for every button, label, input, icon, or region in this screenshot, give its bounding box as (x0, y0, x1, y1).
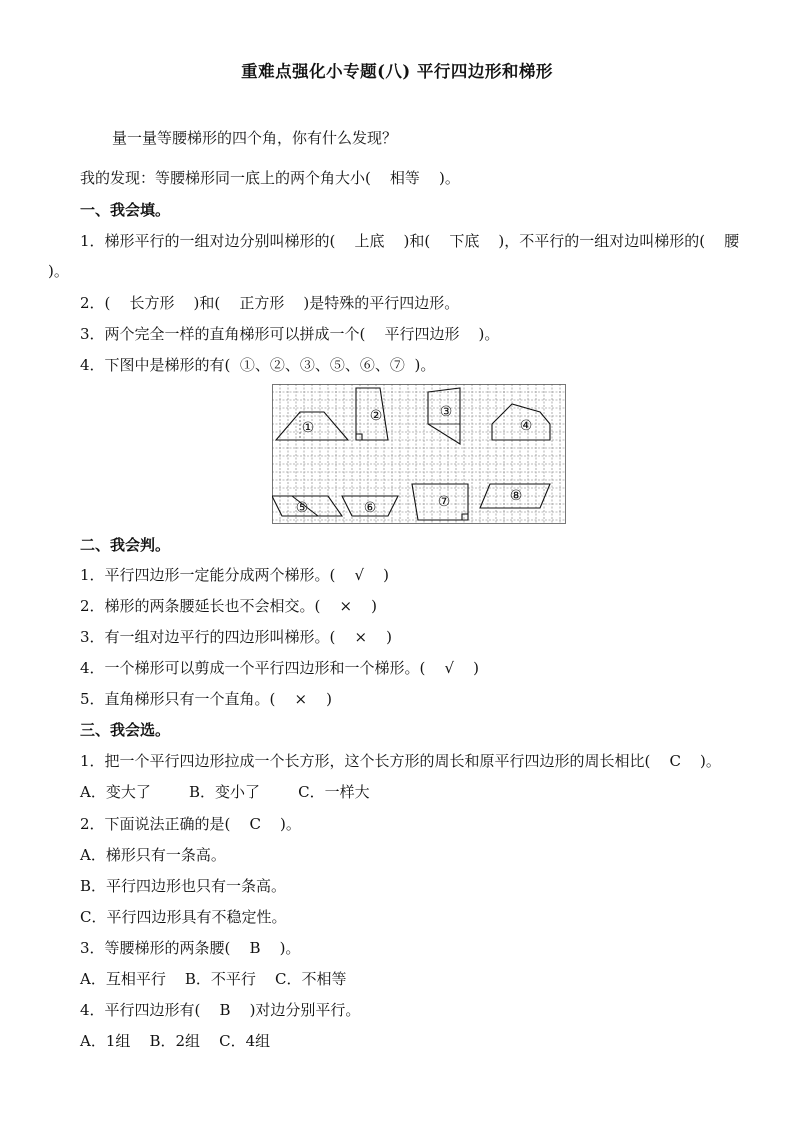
shape-label-4: ④ (519, 418, 533, 434)
shape-label-3: ③ (439, 404, 453, 420)
choice-q4: 4．平行四边形有( B )对边分别平行。 (80, 1001, 361, 1019)
judge-q1: 1．平行四边形一定能分成两个梯形。( √ ) (80, 566, 389, 584)
shape-label-8: ⑧ (509, 488, 523, 504)
choice-q2-option-b: B．平行四边形也只有一条高。 (80, 877, 287, 895)
choice-q3: 3．等腰梯形的两条腰( B )。 (80, 939, 301, 957)
choice-q2-option-a: A．梯形只有一条高。 (80, 846, 226, 864)
choice-q2: 2．下面说法正确的是( C )。 (80, 815, 301, 833)
page-title: 重难点强化小专题(八) 平行四边形和梯形 (241, 62, 553, 81)
intro-question: 量一量等腰梯形的四个角，你有什么发现？ (112, 129, 398, 147)
shape-label-5: ⑤ (295, 500, 309, 516)
choice-q2-option-c: C．平行四边形具有不稳定性。 (80, 908, 287, 926)
section3-heading: 三、我会选。 (80, 721, 171, 739)
fill-q3: 3．两个完全一样的直角梯形可以拼成一个( 平行四边形 )。 (80, 325, 500, 343)
shape-label-7: ⑦ (437, 494, 451, 510)
choice-q3-options: A．互相平行 B．不平行 C．不相等 (80, 970, 347, 988)
shape-2-right-angle-mark (356, 434, 362, 440)
judge-q5: 5．直角梯形只有一个直角。( × ) (80, 690, 332, 708)
choice-q1: 1．把一个平行四边形拉成一个长方形，这个长方形的周长和原平行四边形的周长相比( C )。 (80, 752, 721, 770)
section2-heading: 二、我会判。 (80, 536, 171, 554)
fill-q1-line1: 1．梯形平行的一组对边分别叫梯形的( 上底 )和( 下底 )，不平行的一组对边叫梯形的( 腰 (80, 232, 740, 250)
choice-q4-options: A．1组 B．2组 C．4组 (80, 1032, 271, 1050)
grid-figure (272, 384, 566, 524)
intro-discovery: 我的发现：等腰梯形同一底上的两个角大小( 相等 )。 (80, 169, 460, 187)
shape-label-1: ① (301, 420, 315, 436)
fill-q4: 4．下图中是梯形的有( ①、②、③、⑤、⑥、⑦ )。 (80, 356, 436, 374)
judge-q4: 4．一个梯形可以剪成一个平行四边形和一个梯形。( √ ) (80, 659, 479, 677)
shape-label-6: ⑥ (363, 500, 377, 516)
judge-q3: 3．有一组对边平行的四边形叫梯形。( × ) (80, 628, 392, 646)
fill-q1-line2: )。 (48, 262, 69, 280)
shape-7-right-angle-mark (462, 514, 468, 520)
section1-heading: 一、我会填。 (80, 201, 171, 219)
fill-q2: 2．( 长方形 )和( 正方形 )是特殊的平行四边形。 (80, 294, 460, 312)
judge-q2: 2．梯形的两条腰延长也不会相交。( × ) (80, 597, 377, 615)
shape-label-2: ② (369, 408, 383, 424)
choice-q1-options: A．变大了 B．变小了 C．一样大 (80, 783, 370, 801)
